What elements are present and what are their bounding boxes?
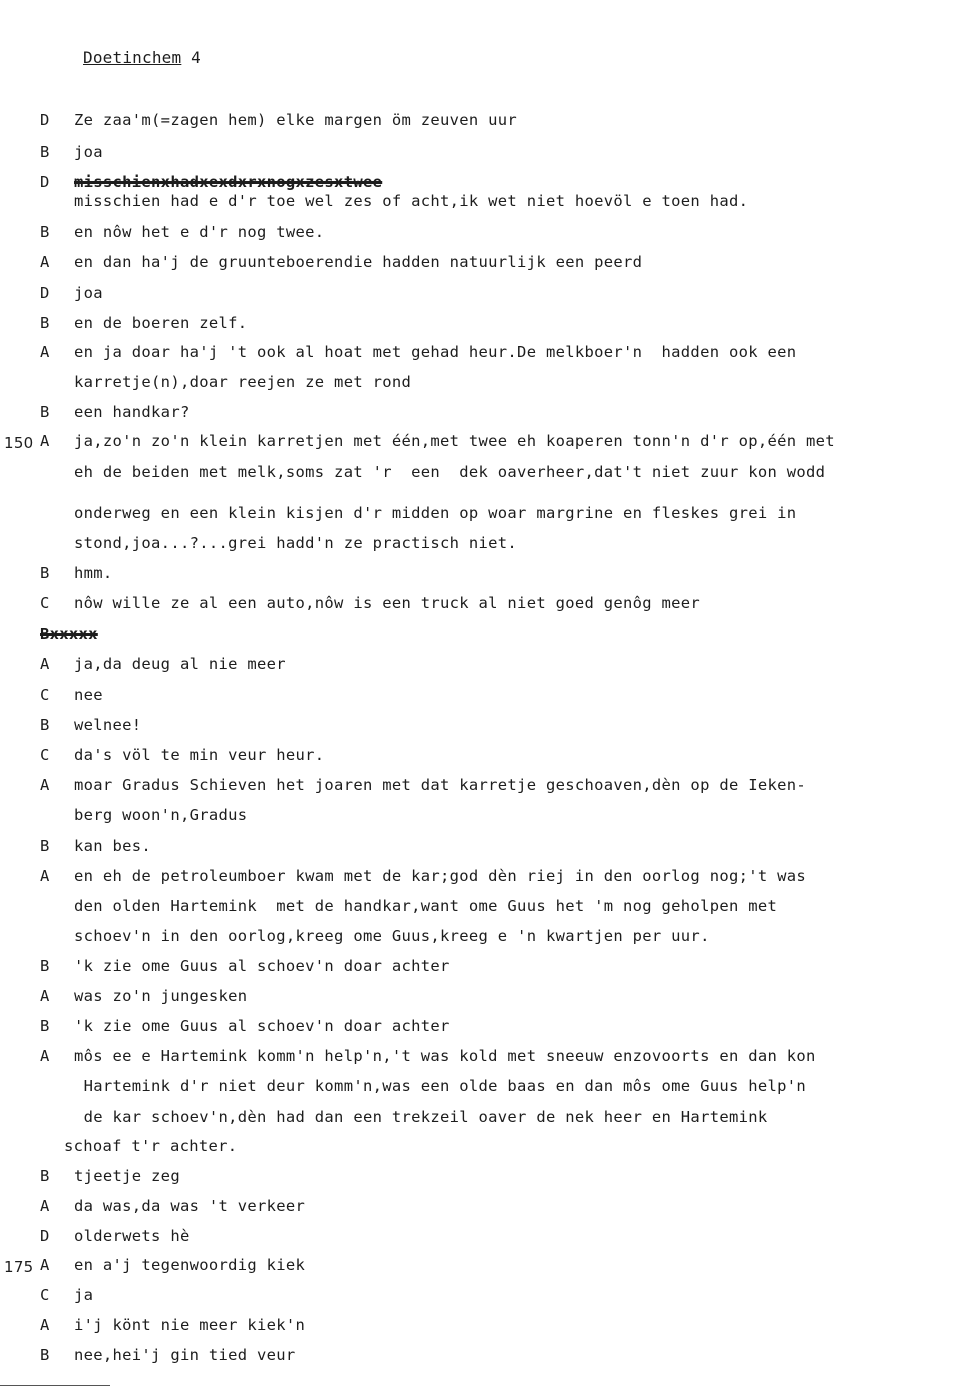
line-number: 175 [4, 1258, 34, 1276]
speaker-label: D [40, 284, 50, 302]
line-text: joa [74, 143, 103, 161]
line-text: joa [74, 284, 103, 302]
speaker-label: A [40, 987, 50, 1005]
speaker-label: B [40, 1346, 50, 1364]
line-text: kan bes. [74, 837, 152, 855]
speaker-label: B [40, 143, 50, 161]
line-text: en eh de petroleumboer kwam met de kar;god dèn riej in den oorlog nog;'t was [74, 867, 807, 885]
line-text: da was,da was 't verkeer [74, 1197, 306, 1215]
line-text: ja,zo'n zo'n klein karretjen met één,met twee eh koaperen tonn'n d'r op,één met [74, 432, 835, 450]
line-number: 150 [4, 434, 34, 452]
speaker-label: D [40, 1227, 50, 1245]
line-text: en ja doar ha'j 't ook al hoat met gehad heur.De melkboer'n hadden ook een [74, 343, 797, 361]
line-text: moar Gradus Schieven het joaren met dat karretje geschoaven,dèn op de Ieken- [74, 776, 807, 794]
speaker-label: A [40, 1197, 50, 1215]
footer-rule [0, 1385, 110, 1386]
line-text: en nôw het e d'r nog twee. [74, 223, 325, 241]
speaker-label: B [40, 837, 50, 855]
speaker-label: A [40, 432, 50, 450]
line-text: de kar schoev'n,dèn had dan een trekzeil oaver de nek heer en Hartemink [74, 1108, 768, 1126]
speaker-label: B [40, 314, 50, 332]
line-text: berg woon'n,Gradus [74, 806, 248, 824]
speaker-label: A [40, 1316, 50, 1334]
line-text: hmm. [74, 564, 113, 582]
speaker-label: C [40, 594, 50, 612]
line-text: nee [74, 686, 103, 704]
line-text: was zo'n jungesken [74, 987, 248, 1005]
speaker-label: B [40, 1167, 50, 1185]
speaker-label: D [40, 111, 50, 129]
line-text: Hartemink d'r niet deur komm'n,was een olde baas en dan môs ome Guus help'n [74, 1077, 807, 1095]
speaker-label: A [40, 776, 50, 794]
line-text: olderwets hè [74, 1227, 190, 1245]
line-text: misschien had e d'r toe wel zes of acht,ik wet niet hoevöl e toen had. [74, 192, 749, 210]
line-text: nee,hei'j gin tied veur [74, 1346, 296, 1364]
speaker-label: B [40, 564, 50, 582]
line-text: schoev'n in den oorlog,kreeg ome Guus,kreeg e 'n kwartjen per uur. [74, 927, 710, 945]
speaker-label: A [40, 1256, 50, 1274]
line-text: 'k zie ome Guus al schoev'n doar achter [74, 1017, 450, 1035]
speaker-label: A [40, 343, 50, 361]
header-page-number: 4 [191, 48, 202, 67]
line-text: da's völ te min veur heur. [74, 746, 325, 764]
line-text: 'k zie ome Guus al schoev'n doar achter [74, 957, 450, 975]
line-text: den olden Hartemink met de handkar,want ome Guus het 'm nog geholpen met [74, 897, 778, 915]
line-text: Bxxxxx [40, 625, 98, 643]
speaker-label: C [40, 686, 50, 704]
line-text: nôw wille ze al een auto,nôw is een truck al niet goed genôg meer [74, 594, 701, 612]
page-header [83, 48, 201, 67]
line-text: en dan ha'j de gruunteboerendie hadden natuurlijk een peerd [74, 253, 643, 271]
line-text: misschienxhadxexdxrxnogxzesxtwee [74, 173, 383, 191]
line-text: môs ee e Hartemink komm'n help'n,'t was kold met sneeuw enzovoorts en dan kon [74, 1047, 816, 1065]
speaker-label: C [40, 1286, 50, 1304]
speaker-label: A [40, 867, 50, 885]
line-text: karretje(n),doar reejen ze met rond [74, 373, 412, 391]
line-text: ja [74, 1286, 94, 1304]
line-text: i'j könt nie meer kiek'n [74, 1316, 306, 1334]
speaker-label: D [40, 173, 50, 191]
speaker-label: B [40, 957, 50, 975]
speaker-label: B [40, 223, 50, 241]
line-text: tjeetje zeg [74, 1167, 180, 1185]
header-title: Doetinchem [83, 48, 182, 67]
line-text: en a'j tegenwoordig kiek [74, 1256, 306, 1274]
line-text: welnee! [74, 716, 142, 734]
speaker-label: A [40, 1047, 50, 1065]
speaker-label: A [40, 655, 50, 673]
line-text: een handkar? [74, 403, 190, 421]
line-text: ja,da deug al nie meer [74, 655, 286, 673]
line-text: onderweg en een klein kisjen d'r midden op woar margrine en fleskes grei in [74, 504, 797, 522]
speaker-label: B [40, 1017, 50, 1035]
line-text: schoaf t'r achter. [64, 1137, 238, 1155]
speaker-label: B [40, 716, 50, 734]
line-text: en de boeren zelf. [74, 314, 248, 332]
line-text: stond,joa...?...grei hadd'n ze practisch niet. [74, 534, 518, 552]
line-text: Ze zaa'm(=zagen hem) elke margen öm zeuven uur [74, 111, 518, 129]
speaker-label: A [40, 253, 50, 271]
line-text: eh de beiden met melk,soms zat 'r een dek oaverheer,dat't niet zuur kon wodd [74, 463, 826, 481]
speaker-label: B [40, 403, 50, 421]
speaker-label: C [40, 746, 50, 764]
